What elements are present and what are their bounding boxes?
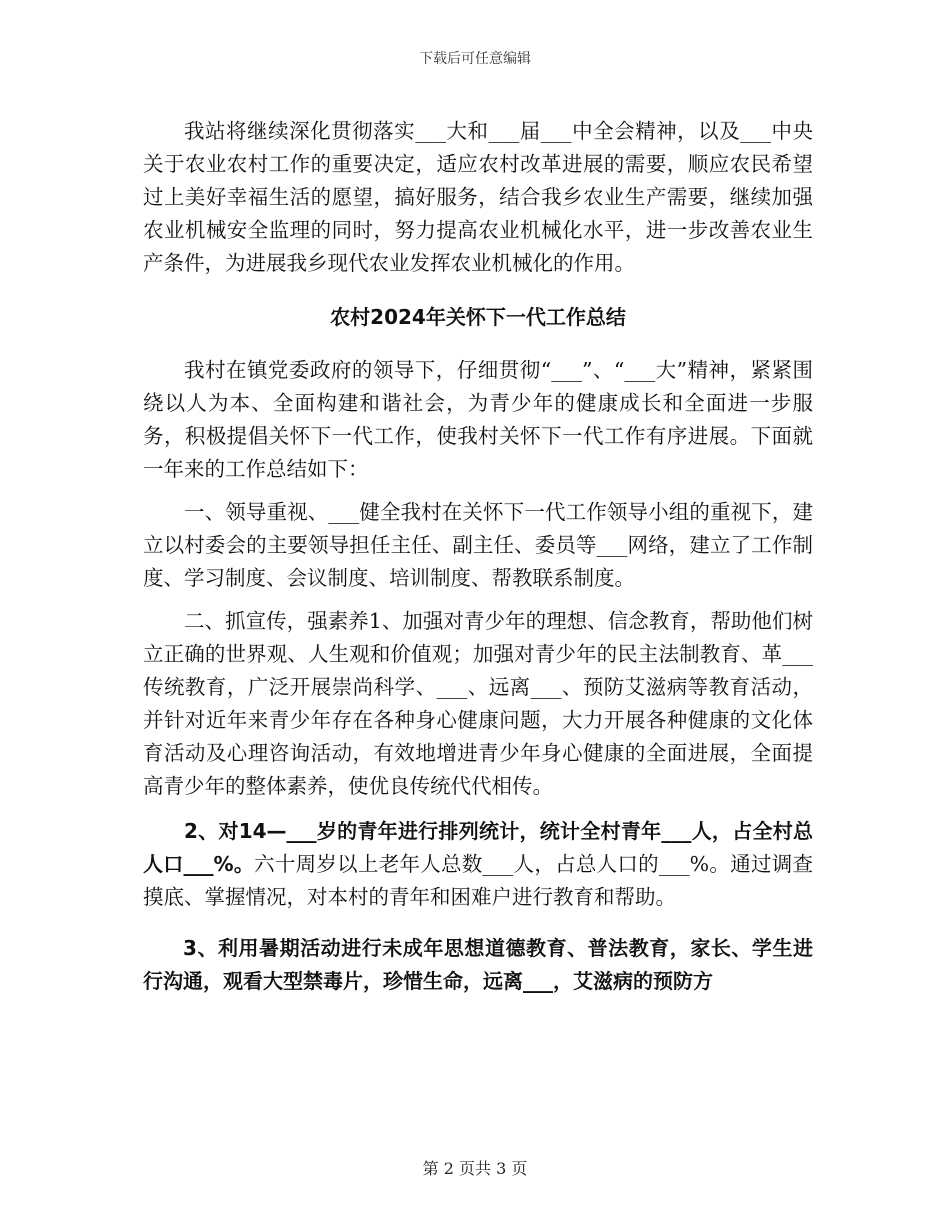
statistics-bold-text: 2、对14—___岁的青年进行排列统计，统计全村青年___人，占全村总人口___%。 [143, 819, 813, 876]
section-title: 农村2024年关怀下一代工作总结 [330, 305, 626, 329]
document-body [143, 115, 813, 998]
paragraph-intro: 我站将继续深化贯彻落实___大和___届___中全会精神，以及___中央关于农业农村工作的重要决定，适应农村改革进展的需要，顺应农民希望过上美好幸福生活的愿望，搞好服务，结合我乡农业生产需要，继续加强农业机械安全监理的同时，努力提高农业机械化水平，进一步改善农业生产条件，为进展我乡现代农业发挥农业机械化的作用。 [143, 119, 813, 275]
paragraph-summer-activity: 3、利用暑期活动进行未成年思想道德教育、普法教育，家长、学生进行沟通，观看大型禁毒片，珍惜生命，远离___，艾滋病的预防方 [143, 936, 813, 993]
paragraph-publicity: 二、抓宣传，强素养1、加强对青少年的理想、信念教育，帮助他们树立正确的世界观、人生观和价值观；加强对青少年的民主法制教育、革___传统教育，广泛开展崇尚科学、___、远离___、预防艾滋病等教育活动，并针对近年来青少年存在各种身心健康问题，大力开展各种健康的文化体育活动及心理咨询活动，有效地增进青少年身心健康的全面进展，全面提高青少年的整体素养，使优良传统代代相传。 [143, 609, 813, 798]
statistics-plain-text: 六十周岁以上老年人总数___人，占总人口的___%。通过调查摸底、掌握情况，对本村的青年和困难户进行教育和帮助。 [143, 852, 813, 909]
paragraph-statistics [143, 815, 813, 914]
page-footer: 第 2 页共 3 页 [422, 1159, 528, 1178]
paragraph-leadership: 一、领导重视、___健全我村在关怀下一代工作领导小组的重视下，建立以村委会的主要领导担任主任、副主任、委员等___网络，建立了工作制度、学习制度、会议制度、培训制度、帮教联系制度。 [143, 500, 813, 590]
page-header: 下载后可任意编辑 [419, 51, 531, 67]
paragraph-summary: 我村在镇党委政府的领导下，仔细贯彻“___”、“___大”精神，紧紧围绕以人为本、全面构建和谐社会，为青少年的健康成长和全面进一步服务，积极提倡关怀下一代工作，使我村关怀下一代工作有序进展。下面就一年来的工作总结如下： [143, 358, 813, 481]
